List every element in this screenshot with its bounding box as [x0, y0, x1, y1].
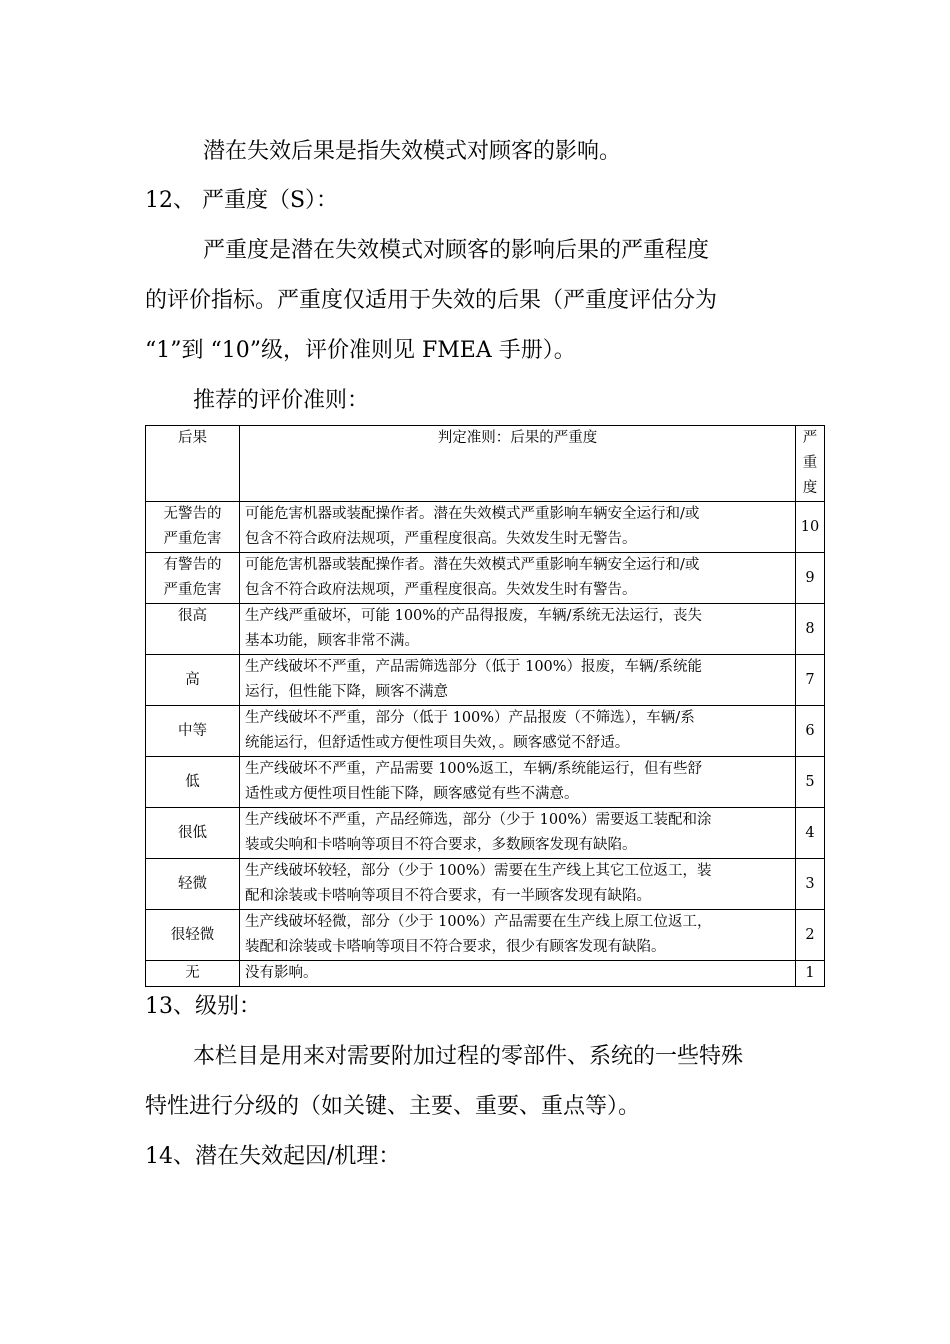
criteria-cell: 生产线破坏不严重，部分（低于 100%）产品报废（不筛选），车辆/系 统能运行，但舒适性或方便性项目失效，。顾客感觉不舒适。: [240, 706, 796, 757]
criteria-cell: 可能危害机器或装配操作者。潜在失效模式严重影响车辆安全运行和/或 包含不符合政府法规项，严重程度很高。失效发生时有警告。: [240, 553, 796, 604]
criteria-cell: 可能危害机器或装配操作者。潜在失效模式严重影响车辆安全运行和/或 包含不符合政府法规项，严重程度很高。失效发生时无警告。: [240, 502, 796, 553]
rank-cell: 4: [796, 808, 825, 859]
rank-cell: 10: [796, 502, 825, 553]
table-row: [146, 706, 825, 757]
effect-cell: 无: [146, 961, 240, 987]
effect-cell: 有警告的 严重危害: [146, 553, 240, 604]
severity-criteria-table: [145, 425, 825, 987]
section-13-body-line-1: 本栏目是用来对需要附加过程的零部件、系统的一些特殊: [193, 1044, 744, 1069]
header-criteria: 判定准则：后果的严重度: [240, 426, 796, 502]
criteria-cell: 生产线破坏不严重，产品需要 100%返工，车辆/系统能运行，但有些舒 适性或方便性项目性能下降，顾客感觉有些不满意。: [240, 757, 796, 808]
criteria-cell: 没有影响。: [240, 961, 796, 987]
intro-paragraph: 潜在失效后果是指失效模式对顾客的影响。: [203, 139, 622, 164]
effect-cell: 中等: [146, 706, 240, 757]
rank-cell: 7: [796, 655, 825, 706]
table-row: [146, 808, 825, 859]
section-12-body-line-2: 的评价指标。严重度仅适用于失效的后果（严重度评估分为: [145, 288, 718, 313]
criteria-cell: 生产线严重破坏，可能 100%的产品得报废，车辆/系统无法运行，丧失 基本功能，顾客非常不满。: [240, 604, 796, 655]
effect-cell: 很低: [146, 808, 240, 859]
header-effect: 后果: [146, 426, 240, 502]
criteria-title: 推荐的评价准则：: [193, 388, 370, 413]
table-header-row: [146, 426, 825, 502]
rank-cell: 5: [796, 757, 825, 808]
effect-cell: 很轻微: [146, 910, 240, 961]
criteria-cell: 生产线破坏较轻，部分（少于 100%）需要在生产线上其它工位返工，装 配和涂装或卡嗒响等项目不符合要求，有一半顾客发现有缺陷。: [240, 859, 796, 910]
table-row: [146, 604, 825, 655]
criteria-cell: 生产线破坏不严重，产品需筛选部分（低于 100%）报废，车辆/系统能 运行，但性能下降，顾客不满意: [240, 655, 796, 706]
table-row: [146, 757, 825, 808]
table-row: [146, 859, 825, 910]
effect-cell: 轻微: [146, 859, 240, 910]
section-12-body-line-1: 严重度是潜在失效模式对顾客的影响后果的严重程度: [203, 238, 710, 263]
section-13-body-line-2: 特性进行分级的（如关键、主要、重要、重点等）。: [145, 1094, 641, 1119]
section-14-heading: 14、潜在失效起因/机理：: [145, 1144, 401, 1169]
criteria-cell: 生产线破坏不严重，产品经筛选，部分（少于 100%）需要返工装配和涂 装或尖响和卡嗒响等项目不符合要求，多数顾客发现有缺陷。: [240, 808, 796, 859]
table-row: [146, 655, 825, 706]
section-12-body-line-3: “1”到 “10”级，评价准则见 FMEA 手册）。: [145, 338, 576, 363]
table-row: [146, 553, 825, 604]
rank-cell: 1: [796, 961, 825, 987]
table-row: [146, 961, 825, 987]
effect-cell: 高: [146, 655, 240, 706]
effect-cell: 无警告的 严重危害: [146, 502, 240, 553]
criteria-cell: 生产线破坏轻微，部分（少于 100%）产品需要在生产线上原工位返工， 装配和涂装或卡嗒响等项目不符合要求，很少有顾客发现有缺陷。: [240, 910, 796, 961]
rank-cell: 3: [796, 859, 825, 910]
rank-cell: 9: [796, 553, 825, 604]
effect-cell: 很高: [146, 604, 240, 655]
table-row: [146, 910, 825, 961]
rank-cell: 6: [796, 706, 825, 757]
section-12-heading: 12、 严重度（S）：: [145, 188, 339, 213]
section-13-heading: 13、级别：: [145, 994, 261, 1019]
rank-cell: 2: [796, 910, 825, 961]
table-row: [146, 502, 825, 553]
effect-cell: 低: [146, 757, 240, 808]
rank-cell: 8: [796, 604, 825, 655]
header-severity: 严 重 度: [796, 426, 825, 502]
